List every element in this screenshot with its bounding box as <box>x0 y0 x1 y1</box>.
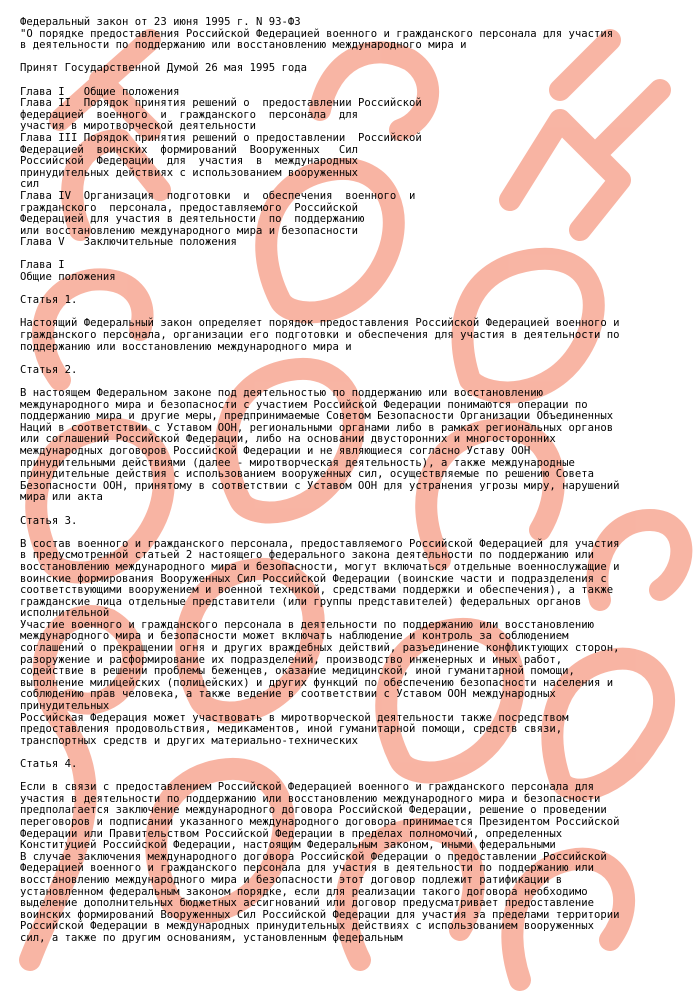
article-text-line: Федерацией военного и гражданского персонала для участия в деятельности по поддержанию или <box>20 862 595 875</box>
article-text-line: соответствующими вооружением и военной техникой, средствами поддержки и обеспечения), а также <box>20 584 614 597</box>
article-text-line: Российская Федерация может участвовать в миротворческой деятельности также посредством <box>20 711 569 724</box>
law-title: Федеральный закон от 23 июня 1995 г. N 93-ФЗ <box>20 16 301 28</box>
article-text-line: Наций в соответствии с Уставом ООН, региональными органами либо в рамках региональных органов <box>20 421 614 434</box>
article-heading: Статья 4. <box>20 758 78 770</box>
article-text-line: принудительные действия с использованием вооруженных сил, осуществляемые по решению Совета <box>20 468 595 481</box>
article-text-line: Федерации или Правительством Российской Федерации в пределах полномочий, определенных <box>20 827 563 840</box>
toc-line: федерацией военного и гражданского персонала для <box>20 108 359 121</box>
toc-line: Глава IV Организация подготовки и обеспечения военного и <box>20 189 416 202</box>
article-heading: Статья 2. <box>20 363 78 376</box>
article-text-line: установленном федеральным законом порядке, если для реализации такого договора необходимо <box>20 885 588 898</box>
toc-line: Глава III Порядок принятия решений о предоставлении Российской <box>20 131 422 144</box>
article-text-line: Российской Федерации в международных принудительных действиях с использованием вооруженных <box>20 920 595 933</box>
article-text-line: выделение дополнительных бюджетных ассигнований или договор предусматривает предоставление <box>20 897 595 910</box>
toc-line: Российской Федерации для участия в международных <box>20 155 359 168</box>
article-text-line: Участие военного и гражданского персонала в деятельности по поддержанию или восстановлению <box>20 618 595 631</box>
toc-line: Глава II Порядок принятия решений о предоставлении Российской <box>20 97 422 110</box>
article <box>20 365 696 516</box>
article-heading: Статья 1. <box>20 294 78 307</box>
toc-line: гражданского персонала, предоставляемого Российской <box>20 201 359 214</box>
toc-line: Глава V Заключительные положения <box>20 236 237 249</box>
toc-line: принудительных действиях с использованием вооруженных <box>20 166 359 179</box>
article-text-line: Безопасности ООН, принятому в соответствии с Уставом ООН для устранения угрозы миру, нарушений <box>20 479 620 492</box>
document-body <box>20 17 696 956</box>
article-text-line: поддержанию или восстановлению международного мира и <box>20 340 352 353</box>
articles <box>20 295 696 956</box>
article-text-line: Если в связи с предоставлением Российской Федерацией военного и гражданского персонала для <box>20 781 595 794</box>
article-text-line: соглашений о прекращении огня и других враждебных действий, разъединение конфликтующих сторон, <box>20 642 620 655</box>
article-text-line: восстановлению международного мира и безопасности этот договор подлежит ратификации в <box>20 873 563 886</box>
article <box>20 295 696 365</box>
article-heading: Статья 3. <box>20 514 78 527</box>
law-subtitle-line: в деятельности по поддержанию или восстановлению международного мира и <box>20 39 467 52</box>
chapter-title: Общие положения <box>20 271 116 284</box>
adoption-note: Принят Государственной Думой 26 мая 1995 года <box>20 62 308 75</box>
article <box>20 516 696 759</box>
article-text-line: восстановлению международного мира и безопасности, могут включаться отдельные военнослужащие и <box>20 560 620 573</box>
article-text-line: выполнение милицейских (полицейских) и других функций по обеспечению безопасности населения и <box>20 676 614 689</box>
article-text-line: сил, а также по другим основаниям, установленным федеральным <box>20 931 403 944</box>
table-of-contents <box>20 87 696 249</box>
article-text-line: мира или акта <box>20 491 103 504</box>
toc-line: Глава I Общие положения <box>20 85 180 98</box>
article-text-line: в предусмотренной статьей 2 настоящего федерального закона деятельности по поддержанию или <box>20 549 595 562</box>
article-text-line: принудительных <box>20 700 110 713</box>
article-text-line: принудительными действиями (далее - миротворческая деятельность), а также международные <box>20 456 575 469</box>
article-text-line: В настоящем Федеральном законе под деятельностью по поддержанию или восстановлению <box>20 387 543 399</box>
law-subtitle-line: "О порядке предоставления Российской Федерацией военного и гражданского персонала для участия <box>20 27 614 40</box>
article-text-line: Конституцией Российской Федерации, настоящим Федеральным законом, иными федеральными <box>20 839 556 852</box>
article-text-line: В случае заключения международного договора Российской Федерации о предоставлении Российской <box>20 850 607 863</box>
article-text-line: международного мира и безопасности может включать наблюдение и контроль за соблюдением <box>20 630 569 643</box>
article-text-line: транспортных средств и других материально-технических <box>20 734 359 747</box>
article-text-line: Настоящий Федеральный закон определяет порядок предоставления Российской Федерацией военного и <box>20 317 620 330</box>
toc-line: или восстановлению международного мира и безопасности <box>20 224 359 237</box>
article-text-line: предполагается заключение международного договора Российской Федерации, решение о проведении <box>20 804 607 817</box>
article-text-line: поддержанию мира и другие меры, предпринимаемые Советом Безопасности Организации Объединенных <box>20 410 614 423</box>
article-text-line: соблюдению прав человека, а также ведение в соответствии с Уставом ООН международных <box>20 688 556 701</box>
toc-line: сил <box>20 178 40 191</box>
article-text-line: международного мира и безопасности с участием Российской Федерации понимаются операции по <box>20 398 588 411</box>
article-text-line: гражданские лица отдельные представители (или группы представителей) федеральных органов <box>20 595 582 608</box>
article-text-line: воинские формирования Вооруженных Сил Российской Федерации (воинские части и подразделения с <box>20 572 607 585</box>
toc-line: участия в миротворческой деятельности <box>20 120 256 133</box>
toc-line: Федерацией для участия в деятельности по поддержанию <box>20 213 365 226</box>
article-text-line: разоружение и расформирование их подразделений, производство инженерных и иных работ, <box>20 653 563 666</box>
article <box>20 759 696 956</box>
article-text-line: В состав военного и гражданского персонала, предоставляемого Российской Федерацией для участия <box>20 537 620 550</box>
article-text-line: переговоров и подписании указанного международного договора принимается Президентом Российской <box>20 815 620 828</box>
article-text-line: воинских формирований Вооруженных Сил Российской Федерации для участия за пределами территории <box>20 908 620 921</box>
article-text-line: содействие в решении проблемы беженцев, оказание медицинской, иной гуманитарной помощи, <box>20 665 575 678</box>
article-text-line: исполнительной <box>20 607 110 620</box>
chapter-number: Глава I <box>20 259 65 272</box>
toc-line: Федерацией воинских формирований Вооруженных Сил <box>20 143 359 156</box>
article-text-line: международных договоров Российской Федерации и не являющиеся согласно Уставу ООН <box>20 444 531 457</box>
article-text-line: участия в деятельности по поддержанию или восстановлению международного мира и безопасности <box>20 792 601 805</box>
article-text-line: предоставления продовольствия, медикаментов, иной гуманитарной помощи, средств связи, <box>20 723 563 736</box>
article-text-line: гражданского персонала, организации его подготовки и обеспечения для участия в деятельности по <box>20 329 620 342</box>
article-text-line: или соглашений Российской Федерации, либо на основании двусторонних и многосторонних <box>20 433 556 446</box>
